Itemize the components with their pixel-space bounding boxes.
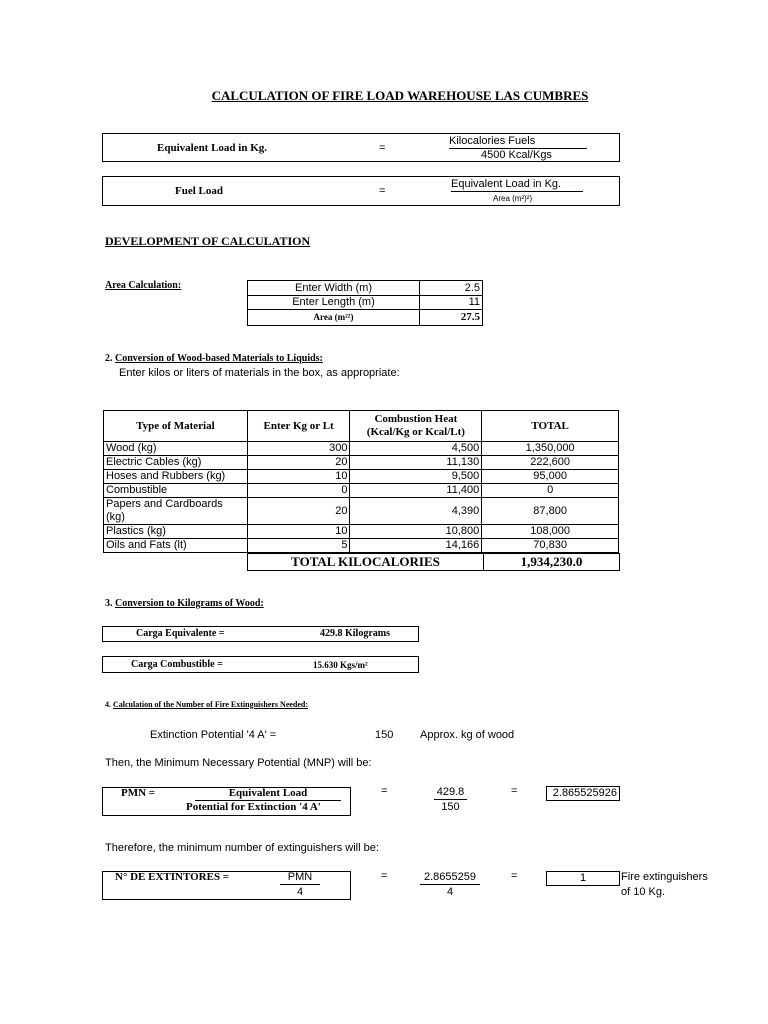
carga-equivalente-value: 429.8 Kilograms — [320, 628, 390, 639]
width-label: Enter Width (m) — [294, 282, 372, 294]
extinguishers-numerator: PMN — [280, 870, 320, 885]
length-label: Enter Length (m) — [292, 296, 375, 308]
materials-table — [103, 410, 619, 553]
amount-input[interactable]: 300 — [247, 442, 350, 456]
material-name: Papers and Cardboards (kg) — [104, 498, 248, 525]
material-name: Plastics (kg) — [104, 525, 248, 539]
equivalent-load-label: Equivalent Load in Kg. — [157, 142, 268, 154]
carga-equivalente-label: Carga Equivalente = — [136, 628, 225, 639]
heat-value: 9,500 — [350, 470, 482, 484]
minimum-extinguishers-text: Therefore, the minimum number of extinguishers will be: — [105, 842, 379, 854]
page-title: CALCULATION OF FIRE LOAD WAREHOUSE LAS CUMBRES — [211, 88, 589, 103]
material-name: Hoses and Rubbers (kg) — [104, 470, 248, 484]
equals-sign: = — [381, 785, 388, 797]
material-name: Oils and Fats (lt) — [104, 539, 248, 553]
row-total: 108,000 — [482, 525, 619, 539]
amount-input[interactable]: 20 — [247, 456, 350, 470]
extinguishers-label: N° DE EXTINTORES = — [115, 871, 230, 883]
col-header-type: Type of Material — [104, 411, 248, 442]
amount-input[interactable]: 10 — [247, 525, 350, 539]
col-header-amount: Enter Kg or Lt — [247, 411, 350, 442]
fuel-load-result-box — [102, 656, 419, 673]
length-input[interactable]: 11 — [468, 296, 480, 308]
extinguishers-unit-line2: of 10 Kg. — [621, 886, 666, 898]
row-total: 222,600 — [482, 456, 619, 470]
col-header-heat: Combustion Heat (Kcal/Kg or Kcal/Lt) — [350, 411, 482, 442]
col-header-total: TOTAL — [482, 411, 619, 442]
row-total: 70,830 — [482, 539, 619, 553]
heat-value: 14,166 — [350, 539, 482, 553]
kilocalories-numerator: Kilocalories Fuels — [449, 134, 587, 149]
table-row — [104, 456, 619, 470]
total-kilocalories-box — [247, 553, 620, 571]
area-denominator: Area (m²)²) — [493, 194, 533, 203]
fuel-load-label: Fuel Load — [175, 185, 223, 197]
area-value: 27.5 — [460, 311, 480, 323]
amount-input[interactable]: 20 — [247, 498, 350, 525]
section-2-heading: 2. Conversion of Wood-based Materials to Liquids: — [105, 353, 323, 364]
pmn-fraction-denominator: 150 — [441, 801, 460, 813]
row-total: 0 — [482, 484, 619, 498]
pmn-fraction-numerator: 429.8 — [434, 785, 467, 800]
total-kilocalories-value: 1,934,230.0 — [520, 554, 583, 569]
extinguishers-denominator: 4 — [296, 886, 304, 898]
heat-value: 11,130 — [350, 456, 482, 470]
heat-value: 10,800 — [350, 525, 482, 539]
equivalent-load-numerator: Equivalent Load in Kg. — [451, 177, 583, 192]
pmn-label: PMN = — [121, 787, 156, 799]
area-label: Area (m²²) — [313, 312, 354, 322]
area-table — [247, 280, 483, 326]
heat-value: 4,500 — [350, 442, 482, 456]
table-row — [104, 470, 619, 484]
pmn-formula-box — [102, 787, 351, 816]
equals-sign: = — [379, 185, 386, 197]
heat-value: 11,400 — [350, 484, 482, 498]
carga-combustible-label: Carga Combustible = — [131, 659, 223, 670]
equals-sign: = — [379, 142, 386, 154]
pmn-numerator: Equivalent Load — [195, 786, 341, 801]
material-name: Combustible — [104, 484, 248, 498]
row-total: 95,000 — [482, 470, 619, 484]
equals-sign: = — [381, 870, 388, 882]
section-2-instruction: Enter kilos or liters of materials in the box, as appropriate: — [119, 367, 400, 379]
heat-value: 4,390 — [350, 498, 482, 525]
extinction-potential-label: Extinction Potential '4 A' = — [150, 729, 277, 741]
table-row — [104, 484, 619, 498]
area-calculation-label: Area Calculation: — [105, 280, 182, 291]
fuel-load-formula-box — [102, 176, 620, 206]
extinction-potential-value: 150 — [375, 729, 394, 741]
section-4-heading: 4. Calculation of the Number of Fire Extinguishers Needed: — [105, 700, 309, 709]
equivalent-load-result-box — [102, 626, 419, 642]
extinguishers-fraction-numerator: 2.8655259 — [420, 870, 480, 885]
table-row — [104, 525, 619, 539]
material-name: Electric Cables (kg) — [104, 456, 248, 470]
row-total: 1,350,000 — [482, 442, 619, 456]
table-row — [104, 498, 619, 525]
total-kilocalories-label: TOTAL KILOCALORIES — [291, 554, 440, 569]
width-input[interactable]: 2.5 — [464, 282, 480, 294]
material-name: Wood (kg) — [104, 442, 248, 456]
development-heading: DEVELOPMENT OF CALCULATION — [105, 234, 311, 248]
extinguishers-fraction-denominator: 4 — [446, 886, 454, 898]
extinguishers-unit-line1: Fire extinguishers — [621, 871, 708, 883]
table-row — [104, 442, 619, 456]
equals-sign: = — [511, 870, 518, 882]
equivalent-load-formula-box — [102, 133, 620, 162]
amount-input[interactable]: 5 — [247, 539, 350, 553]
table-row — [104, 539, 619, 553]
section-3-heading: 3. Conversion to Kilograms of Wood: — [105, 598, 264, 609]
pmn-denominator: Potential for Extinction '4 A' — [186, 801, 321, 813]
extinguishers-result: 1 — [546, 871, 620, 886]
pmn-result: 2.865525926 — [546, 786, 620, 801]
amount-input[interactable]: 10 — [247, 470, 350, 484]
mnp-text: Then, the Minimum Necessary Potential (MNP) will be: — [105, 757, 372, 769]
kcal-denominator: 4500 Kcal/Kgs — [481, 149, 552, 161]
carga-combustible-value: 15.630 Kgs/m² — [313, 660, 368, 670]
extinction-potential-unit: Approx. kg of wood — [420, 729, 515, 741]
row-total: 87,800 — [482, 498, 619, 525]
amount-input[interactable]: 0 — [247, 484, 350, 498]
extinguishers-formula-box — [102, 871, 351, 900]
equals-sign: = — [511, 785, 518, 797]
